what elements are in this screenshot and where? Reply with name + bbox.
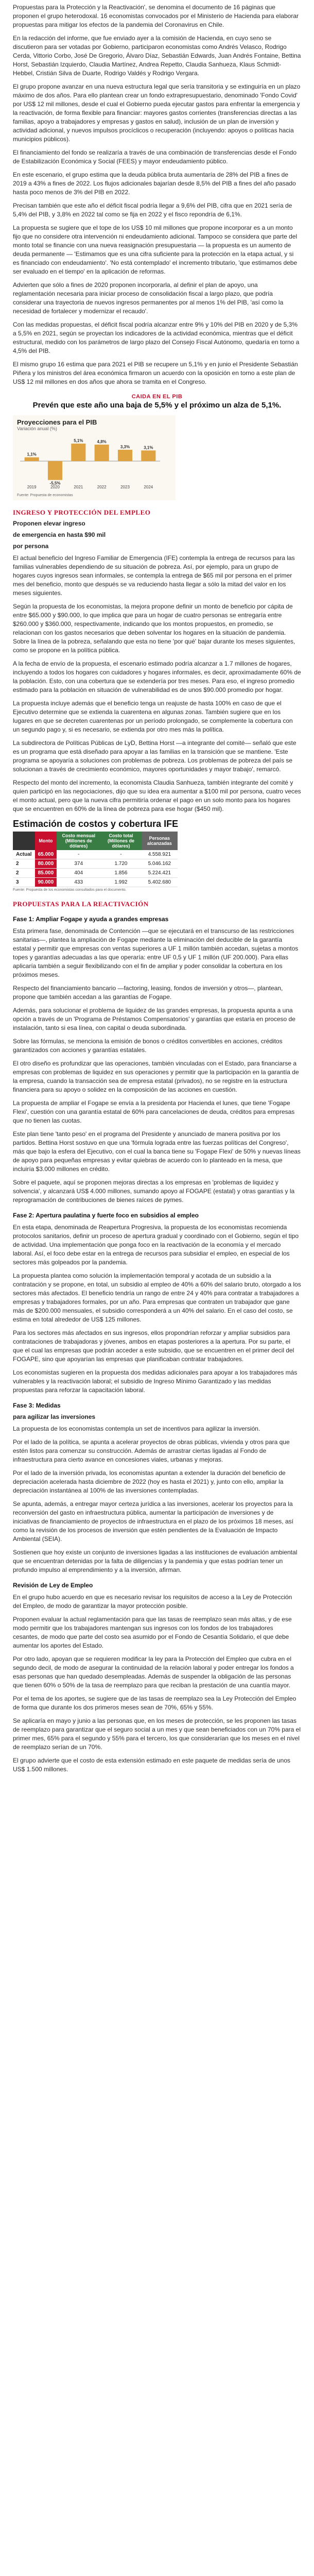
bar-2023: [118, 450, 132, 461]
phase3-subheading: para agilizar las inversiones: [13, 1413, 96, 1420]
chart-svg: [17, 433, 163, 490]
table-cell: 85.000: [35, 869, 57, 878]
data-label: -5,5%: [49, 481, 61, 486]
table-cell: -: [100, 850, 141, 859]
table-cell: 374: [57, 859, 100, 869]
table-cell: 1.856: [100, 869, 141, 878]
paragraph: El grupo propone avanzar en una nueva estructura legal que sería transitoria y se extinguiría en un plazo máximo de dos años. Para ello plantean crear un fondo extrapresupuestario, denominado 'Fondo Covid' por US$ 12 mil millones, desde el cual el Gobierno pueda ejecutar gastos para enfrentar la emergencia y la reactivación, de forma flexible para financiar: mayores gastos corrientes (transferencias directas a las familias, apoyo a trabajadores y empresas y gastos en salud), inclusión de un plan de inversión y actividad adicional, y nuevos impulsos procíclicos o recuperación (incluyendo: apoyos o políticas hacia municipios públicos).: [13, 83, 301, 143]
table-cell: 65.000: [35, 850, 57, 859]
table-cell: Actual: [13, 850, 35, 859]
table-cell: 3: [13, 878, 35, 887]
paragraph: Precisan también que este año el déficit fiscal podría llegar a 9,6% del PIB, cifra que en 2021 sería de 5,4% del PIB, y 3,8% en 2022 tal como se fija en 2022 y el fisco repondría de 6,1%.: [13, 202, 292, 218]
table-cell: 80.000: [35, 859, 57, 869]
paragraph: Respecto del monto del incremento, la economista Claudia Sanhueza, también integrante del comité y quien participó en las negociaciones, dijo que su idea era aumentar a $100 mil por persona, cuatro veces el monto actual, pero que la nueva cifra permitiría ordenar el pago en un solo monto para los hogares que se encuentren en 60% de la línea de pobreza para ese hogar ($450 mil).: [13, 779, 301, 812]
table-cell: 2: [13, 869, 35, 878]
paragraph: La propuesta de los economistas contempla un set de incentivos para agilizar la inversión.: [13, 1425, 260, 1432]
ife-table: [13, 832, 178, 887]
chart-subtitle: Variación anual (%): [17, 426, 57, 431]
subhead-line: por persona: [13, 543, 49, 550]
subhead-line: Proponen elevar ingreso: [13, 520, 85, 527]
article: [13, 0, 301, 1774]
table-cell: 2: [13, 859, 35, 869]
data-label: 1,1%: [27, 452, 37, 457]
data-label: 3,3%: [120, 445, 130, 449]
paragraph: El otro diseño es profundizar que las operaciones, también vinculadas con el Estado, para financiarse a empresas con problemas de liquidez en sus operaciones y permitir que la participación en la garantía de la empresa, cuando la transacción sea de empresa estatal (privados), no se registre en la estructura financiera para su apoyo o solidez en la composición de las acciones en cuestión.: [13, 1060, 299, 1093]
paragraph: La propuesta de ampliar el Fogape se envía a la presidenta por Hacienda el lunes, que tiene 'Fogape Flexi', cuestión con una garantía estatal de 60% para cancelaciones de deuda, créditos para empresas que no tienen las cuotas.: [13, 1099, 295, 1124]
table-source: Fuente: Propuesta de los economistas consultados para el documento.: [13, 888, 127, 892]
paragraph: Respecto del financiamiento bancario —factoring, leasing, fondos de inversión y otros—, plantean, propone que también accedan a las garantías de Fogape.: [13, 985, 283, 1001]
table-cell: 433: [57, 878, 100, 887]
table-cell: 5.046.162: [142, 859, 178, 869]
table-header: Personas alcanzadas: [142, 832, 178, 850]
paragraph: En la redacción del informe, que fue enviado ayer a la comisión de Hacienda, en cuyo seno se discutieron para ser votadas por Gobierno, participaron economistas como Andrés Velasco, Rodrigo Cerda, Vittorio Corbo, José De Gregorio, Álvaro Díaz, Sebastián Edwards, Juan Andrés Fontaine, Bettina Horst, Sebastián Izquierdo, Claudia Martínez, Andrea Repetto, Claudia Sanhueza, Klaus Schmidt-Hebbel, Cristián Silva de Duarte, Rodrigo Valdés y Rodrigo Vergara.: [13, 35, 301, 77]
table-cell: 1.720: [100, 859, 141, 869]
data-label: 3,1%: [144, 445, 153, 450]
paragraph: La subdirectora de Políticas Públicas de LyD, Bettina Horst —a integrante del comité— señaló que este es un programa que está diseñado para apoyar a las familias en la transición que se mantiene. 'Este programa se apoyaría a soluciones con problemas de pobreza. Los problemas de pobreza del país se solucionan a través de crecimiento económico, mayores oportunidades y mayor trabajo', remarcó.: [13, 739, 296, 773]
gdp-banner: [13, 394, 301, 410]
chart-title: Proyecciones para el PIB: [17, 418, 97, 426]
paragraph: Esta primera fase, denominada de Contención —que se ejecutará en el transcurso de las restricciones sanitarias—, plantea la ampliación de Fogape mediante la eliminación del deducible de la garantía estatal y permitir que empresas con ventas superiores a UF 1 millón también accedan, sujetas a montos topes y garantías adecuadas a las que operaría: entre UF 0,5 y UF 1 millón (UF 200.000). Para ellas aplicaría también a seguir flexibilizando con el fin de ampliar y poder consolidar la cobertura en los próximos meses.: [13, 927, 299, 978]
paragraph: La propuesta plantea como solución la implementación temporal y acotada de un subsidio a la contratación y se propone, en total, un subsidio al empleo de 40% a 60% del salario bruto, otorgado a los sectores más afectados. El beneficio tendría un rango de entre 24 y 40% para contratar a trabajadores a empresas y trabajadores formales, por un año. Para empresas que contraten un trabajador que gane más de $200.000 mensuales, el subsidio corresponderá a un 40% del salario. En el caso del costo, se estima en total alrededor de US$ 125 millones.: [13, 1272, 301, 1323]
paragraph: Propuestas para la Protección y la Reactivación', se denomina el documento de 16 páginas que proponen el grupo heterodoxal. 16 economistas convocados por el Ministerio de Hacienda para elaborar propuestas para mitigar los efectos de la pandemia del Coronavirus en Chile.: [13, 4, 299, 28]
chart-source: Fuente: Propuesta de economistas: [17, 494, 73, 497]
paragraph: Se apunta, además, a entregar mayor certeza jurídica a las inversiones, acelerar los proyectos para la reconversión del gasto en infraestructura pública, aumentar la participación de inversiones y de iniciativas de financiamiento de proyectos de infraestructura en el plazo de los próximos 18 meses, así como la revisión de los procesos de inversión que estén pendientes de la Evaluación de Impacto Ambiental (SEIA).: [13, 1500, 293, 1543]
gdp-chart: [13, 415, 176, 500]
table-row: [13, 859, 178, 869]
paragraph: A la fecha de envío de la propuesta, el escenario estimado podría alcanzar a 1.7 millones de hogares, incluyendo a todos los hogares con cuidadores y hogares informales, es decir, aproximadamente 60% de la población. Esto, con una cobertura que se extendería por tres meses. Para eso, el ingreso promedio estimado para la población en situación de vulnerabilidad es de unos $90.000 promedio por hogar.: [13, 660, 301, 693]
table-header-row: [13, 832, 178, 850]
data-label: 4,8%: [97, 439, 107, 444]
data-label: 5,1%: [74, 438, 83, 443]
table-header: Costo total (Millones de dólares): [100, 832, 141, 850]
table-header: Monto: [35, 832, 57, 850]
paragraph: Advierten que sólo a fines de 2020 proponen incorporarla, al definir el plan de apoyo, una reglamentación necesaria para iniciar proceso de consolidación fiscal a largo plazo, que podría considerar una trayectoria de nuevos ingresos permanentes por al menos 1% del PIB, 'así como la necesidad de fortalecer y modernizar el recaudo'.: [13, 281, 284, 315]
paragraph: El grupo advierte que el costo de esta extensión estimado en este paquete de medidas sería de unos US$ 1.500 millones.: [13, 1757, 291, 1773]
table-cell: 404: [57, 869, 100, 878]
table-cell: 4.558.921: [142, 850, 178, 859]
paragraph: Se aplicaría en mayo y junio a las personas que, en los meses de protección, se les proponen las tasas de reemplazo para garantizar que el seguro social a un mes y que sean beneficiados con un 70% para el primer mes, 65% para el segundo y 55% para el tercero, los que considerarían que los meses en el nivel de reemplazo serían de un 70%.: [13, 1717, 301, 1751]
x-tick-label: 2021: [74, 485, 83, 489]
paragraph: El mismo grupo 16 estima que para 2021 el PIB se recupere un 5,1% y en junio el Presidente Sebastián Piñera y los ministros del área económica firmaron un acuerdo con la oposición en torno a este plan de US$ 12 mil millones en dos años que ahora se tramita en el Congreso.: [13, 361, 298, 385]
x-tick-label: 2020: [50, 485, 60, 489]
paragraph: Sobre el paquete, aquí se proponen mejoras directas a los empresas en 'problemas de liquidez y solvencia', y alcanzará US$ 4.000 millones, sumando apoyo al FOGAPE (estatal) y otras garantías y la reprogramación de contribuciones de bienes raíces de pymes.: [13, 1179, 295, 1204]
paragraph: Con las medidas propuestas, el déficit fiscal podría alcanzar entre 9% y 10% del PIB en 2020 y de 5,3% a 5,5% en 2021, según se proyectan los indicadores de la actividad económica, mientras que el déficit estructural, medido con los parámetros de largo plazo del Consejo Fiscal Autónomo, quedaría en torno a 4,5% del PIB.: [13, 321, 300, 354]
subhead-line: de emergencia en hasta $90 mil: [13, 531, 106, 538]
paragraph: El actual beneficio del Ingreso Familiar de Emergencia (IFE) contempla la entrega de recursos para las familias vulnerables dependiendo de su situación de pobreza. Así, por ejemplo, para un grupo de hogares cuyos ingresos sean informales, se contempla la entrega de $65 mil por persona en el primer mes del beneficio, monto que después se va reduciendo hasta llegar a sólo la mitad del valor en los meses siguientes.: [13, 554, 295, 597]
paragraph: En esta etapa, denominada de Reapertura Progresiva, la propuesta de los economistas recomienda protocolos sanitarios, definir un proceso de apertura gradual y coordinado con el Gobierno, según el tipo de actividad. Una implementación que ponga foco en la reactivación de la economía y el mercado laboral. Así, el foco debe estar en la entrega de recursos para subsidiar el empleo, en especial de los sectores más golpeados por la pandemia.: [13, 1224, 299, 1266]
table-row: [13, 850, 178, 859]
paragraph: El financiamiento del fondo se realizaría a través de una combinación de transferencias desde el Fondo de Estabilización Económica y Social (FEES) y mayor endeudamiento público.: [13, 149, 296, 165]
paragraph: En este escenario, el grupo estima que la deuda pública bruta aumentaría de 28% del PIB a fines de 2019 a 43% a fines de 2022. Los flujos adicionales bajarían desde 8,5% del PIB a fines del año pasado hasta poco menos de 3% del PIB en 2022.: [13, 171, 296, 196]
paragraph: Por otro lado, apoyan que se requieren modificar la ley para la Protección del Empleo que cubra en el segundo decil, de modo de asegurar la continuidad de la relación laboral y poder entregar los fondos a esas personas que han quedado desempleadas. Además de suspender la obligación de las personas que tienen 60% o 50% de la tasa de reemplazo para que reciban la prestación de una cuantía mayor.: [13, 1655, 294, 1689]
intro-section: [13, 3, 301, 386]
table-title: Estimación de costos y cobertura IFE: [13, 819, 179, 829]
section-title-employment: INGRESO Y PROTECCIÓN DEL EMPLEO: [13, 509, 151, 516]
paragraph: Para los sectores más afectados en sus ingresos, ellos propondrían reforzar y ampliar subsidios para contrataciones de trabajadoras y jóvenes, ambos en etapas posteriores a la apertura. Por su parte, el que el cual las empresas que podrán acceder a este subsidio, que se encuentren en el primer decil del FOGAPE, sino que apoyarían las empresas que planificaban contratar trabajadores.: [13, 1329, 294, 1363]
x-tick-label: 2023: [120, 485, 130, 489]
paragraph: La propuesta se sugiere que el tope de los US$ 10 mil millones que propone incorporar es a un monto fijo que no considere otra intervención ni endeudamiento adicional. Tampoco se considera que parte del monto total se financie con una nueva reasignación presupuestaria — la propuesta es un aumento de deuda permanente — 'Estimamos que es una cifra suficiente para la protección en la etapa actual, y si es financiado con endeudamiento'. 'No está contemplado' el incremento tributario, 'que estimamos debe ser evaluado en el tiempo' en la aplicación de reformas.: [13, 224, 298, 275]
bar-2019: [25, 457, 39, 461]
bar-2021: [71, 444, 85, 461]
banner-headline: Prevén que este año una baja de 5,5% y el próximo un alza de 5,1%.: [32, 401, 282, 410]
table-cell: 5.402.680: [142, 878, 178, 887]
table-row: [13, 878, 178, 887]
paragraph: Según la propuesta de los economistas, la mejora propone definir un monto de beneficio por cápita de entre $65.000 y $90.000, lo que implica que para un hogar de cuatro personas se entregaría entre $260.000 y $360.000, respectivamente, indicando que los montos propuestos, en promedio, se relacionan con los gastos necesarios que deben solventar los hogares en la situación de pandemia. Sobre la línea de la pobreza, señalando que esta no tiene 'por qué' bajar durante los meses siguientes, como se propone en la política pública.: [13, 603, 295, 654]
bar-2022: [95, 445, 109, 461]
bar-2020: [48, 461, 62, 480]
section-title-reactivation: PROPUESTAS PARA LA REACTIVACIÓN: [13, 900, 149, 908]
ife-table-block: [13, 819, 301, 892]
paragraph: Por el lado de la política, se apunta a acelerar proyectos de obras públicas, vivienda y otros para que estén listos para comenzar su construcción. Además de arrastrar ciertas ligadas al Fondo de infraestructura para cierto avance en concesiones viales, urbanas y mejoras.: [13, 1438, 290, 1463]
paragraph: Proponen evaluar la actual reglamentación para que las tasas de reemplazo sean más altas, y de ese modo permitir que los trabajadores mantengan sus ingresos con los fondos de los trabajadores cesantes, de modo que parte del costo sea asumido por el Fondo de Cesantía Solidario, el que debe aumentar los aportes del Estado.: [13, 1616, 292, 1649]
paragraph: Este plan tiene 'tanto peso' en el programa del Presidente y anunciado de manera positiva por los partidos. Bettina Horst sostuvo en que una 'fórmula lograda entre las fuerzas políticas del Congreso', más que bajo la esfera del Ejecutivo, con el cual la banca tiene su 'Fogape Flexi' de 50% y nuevas líneas de apoyo para pequeñas empresas y evitar quiebras de acuerdo con lo planteado en la mesa, que incluiría $3.000 millones en crédito.: [13, 1130, 301, 1173]
paragraph: La propuesta incluye además que el beneficio tenga un reajuste de hasta 100% en caso de que el Ejecutivo determine que se extienda la cuarentena en algunas zonas. También sugiere que en los lugares en que se decreten cuarentenas por un período prolongado, se complemente la cobertura con un segundo pago y, si es necesario, se extienda por otro mes más la política.: [13, 700, 293, 733]
x-tick-label: 2022: [97, 485, 107, 489]
paragraph: Además, para solucionar el problema de liquidez de las grandes empresas, la propuesta apunta a una opción a través de un 'Programa de Préstamos Compensatorios' y garantías que estaría en proceso de instalación, tanto si esa línea, con capital o deuda subordinada.: [13, 1007, 295, 1031]
paragraph: Los economistas sugieren en la propuesta dos medidas adicionales para apoyar a los trabajadores más vulnerables y la reactivación laboral; el subsidio de Ingreso Mínimo Garantizado y las medidas propuestas para reforzar la capacitación laboral.: [13, 1369, 298, 1394]
table-cell: 1.992: [100, 878, 141, 887]
review-heading: Revisión de Ley de Empleo: [13, 1582, 93, 1589]
paragraph: Sobre las fórmulas, se menciona la emisión de bonos o créditos convertibles en acciones, créditos garantizados con acciones y garantías estatales.: [13, 1038, 283, 1054]
paragraph: Por el lado de la inversión privada, los economistas apuntan a extender la duración del beneficio de depreciación acelerada hasta diciembre de 2022 (hoy es hasta el 2021) y, junto con ello, ampliar la depreciación instantánea al 100% de las inversiones contempladas.: [13, 1469, 286, 1494]
phase3-heading: Fase 3: Medidas: [13, 1402, 61, 1409]
paragraph: Por el tema de los aportes, se sugiere que de las tasas de reemplazo sea la Ley Protección del Empleo de forma que durante los dos primeros meses sean de 70%, 65% y 55%.: [13, 1695, 296, 1711]
paragraph: En el grupo hubo acuerdo en que es necesario revisar los requisitos de acceso a la Ley de Protección del Empleo, de modo de garantizar la mayor protección posible.: [13, 1594, 292, 1609]
phase2-heading: Fase 2: Apertura paulatina y fuerte foco en subsidios al empleo: [13, 1212, 199, 1219]
phase1-heading: Fase 1: Ampliar Fogape y ayuda a grandes empresas: [13, 916, 169, 923]
table-row: [13, 869, 178, 878]
table-header: Diseño: [13, 832, 35, 850]
x-tick-label: 2019: [27, 485, 37, 489]
x-tick-label: 2024: [144, 485, 153, 489]
table-header: Costo mensual (Millones de dólares): [57, 832, 100, 850]
banner-kicker: CAIDA EN EL PIB: [131, 394, 183, 400]
table-cell: -: [57, 850, 100, 859]
table-cell: 90.000: [35, 878, 57, 887]
table-cell: 5.224.421: [142, 869, 178, 878]
paragraph: Sostienen que hoy existe un conjunto de inversiones ligadas a las instituciones de evaluación ambiental que se encuentran detenidas por la falta de diligencias y la pandemia y que estas podrían tener un profundo impulso al emprendimiento y a la inversión, afirman.: [13, 1549, 298, 1573]
bar-2024: [141, 450, 155, 461]
